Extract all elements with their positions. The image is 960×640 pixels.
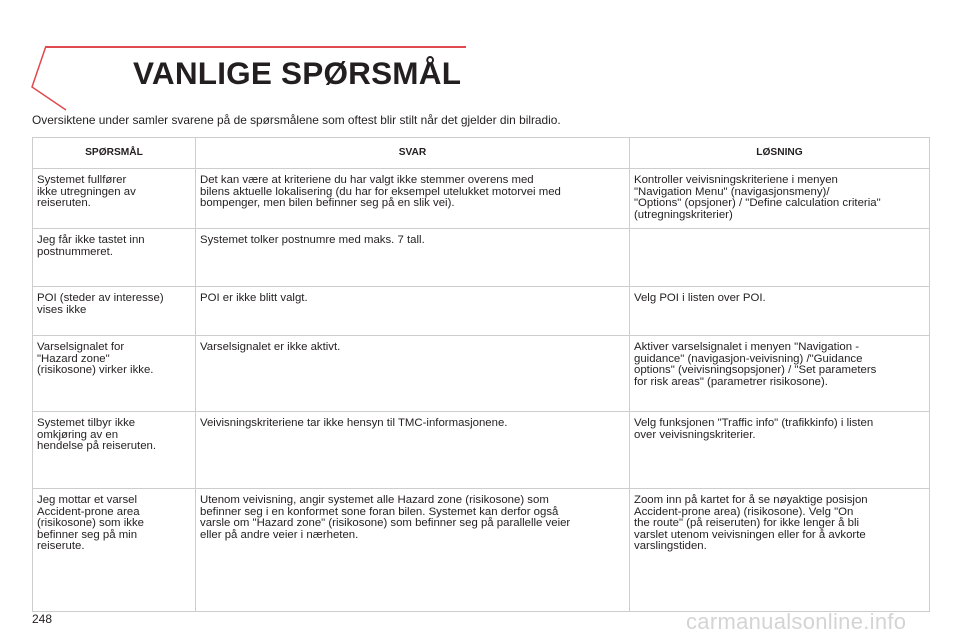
question-text: POI (steder av interesse) vises ikke: [37, 292, 164, 316]
table-header-row: [33, 138, 930, 169]
answer-text: Veivisningskriteriene tar ikke hensyn til TMC-informasjonene.: [200, 417, 508, 429]
cell-answer: [196, 489, 630, 612]
cell-question: [33, 229, 196, 287]
column-header-answer: SVAR: [196, 138, 630, 169]
answer-text: Varselsignalet er ikke aktivt.: [200, 341, 341, 353]
cell-question: [33, 412, 196, 489]
cell-solution: [630, 169, 930, 229]
column-header-question: SPØRSMÅL: [33, 138, 196, 169]
table-row: [33, 336, 930, 412]
solution-text: Velg POI i listen over POI.: [634, 292, 766, 304]
answer-text: Utenom veivisning, angir systemet alle Hazard zone (risikosone) som befinner seg i en konformet sone foran bilen. Systemet kan derfor også varsle om "Hazard zone" (risikosone) som befinner seg på parallelle veier eller på andre veier i nærheten.: [200, 494, 571, 541]
answer-text: Det kan være at kriteriene du har valgt ikke stemmer overens med bilens aktuelle lokalisering (du har for eksempel utelukket motorvei med bompenger, men bilen befinner seg på en slik vei).: [200, 174, 561, 210]
column-header-solution: LØSNING: [630, 138, 930, 169]
table-row: [33, 169, 930, 229]
cell-question: [33, 287, 196, 336]
question-text: Jeg mottar et varsel Accident-prone area (risikosone) som ikke befinner seg på min reiserute.: [37, 494, 144, 553]
cell-answer: [196, 336, 630, 412]
question-text: Varselsignalet for "Hazard zone" (risikosone) virker ikke.: [37, 341, 154, 377]
cell-answer: [196, 412, 630, 489]
solution-text: Velg funksjonen "Traffic info" (trafikkinfo) i listen over veivisningskriterier.: [634, 417, 874, 441]
solution-text: Aktiver varselsignalet i menyen "Navigation - guidance" (navigasjon-veivisning) /"Guidance options" (veivisningsopsjoner) / "Set parameters for risk areas" (parametrer risikosone).: [634, 341, 877, 388]
cell-question: [33, 169, 196, 229]
faq-table: [32, 137, 930, 612]
cell-answer: [196, 287, 630, 336]
cell-question: [33, 489, 196, 612]
title-rule: [46, 46, 466, 48]
question-text: Jeg får ikke tastet inn postnummeret.: [37, 234, 145, 258]
solution-text: Zoom inn på kartet for å se nøyaktige posisjon Accident-prone area) (risikosone). Velg "On the route" (på reiseruten) for ikke lenger å bli varslet utenom veivisningen eller for å avkorte varslingstiden.: [634, 494, 868, 553]
intro-text: Oversiktene under samler svarene på de spørsmålene som oftest blir stilt når det gjelder din bilradio.: [32, 113, 561, 127]
question-text: Systemet tilbyr ikke omkjøring av en hendelse på reiseruten.: [37, 417, 157, 453]
cell-answer: [196, 229, 630, 287]
cell-solution: [630, 412, 930, 489]
cell-solution: [630, 229, 930, 287]
question-text: Systemet fullfører ikke utregningen av reiseruten.: [37, 174, 136, 210]
cell-answer: [196, 169, 630, 229]
table-row: [33, 489, 930, 612]
corner-tab-decoration: [31, 45, 67, 111]
cell-question: [33, 336, 196, 412]
page-title: VANLIGE SPØRSMÅL: [133, 55, 462, 91]
table-row: [33, 287, 930, 336]
cell-solution: [630, 489, 930, 612]
cell-solution: [630, 287, 930, 336]
cell-solution: [630, 336, 930, 412]
table-row: [33, 229, 930, 287]
page-number: 248: [32, 612, 53, 626]
watermark: carmanualsonline.info: [686, 609, 907, 634]
solution-text: Kontroller veivisningskriteriene i menyen "Navigation Menu" (navigasjonsmeny)/ "Options" (opsjoner) / "Define calculation criteria" (utregningskriterier): [634, 174, 881, 221]
answer-text: POI er ikke blitt valgt.: [200, 292, 308, 304]
answer-text: Systemet tolker postnumre med maks. 7 tall.: [200, 234, 425, 246]
table-row: [33, 412, 930, 489]
